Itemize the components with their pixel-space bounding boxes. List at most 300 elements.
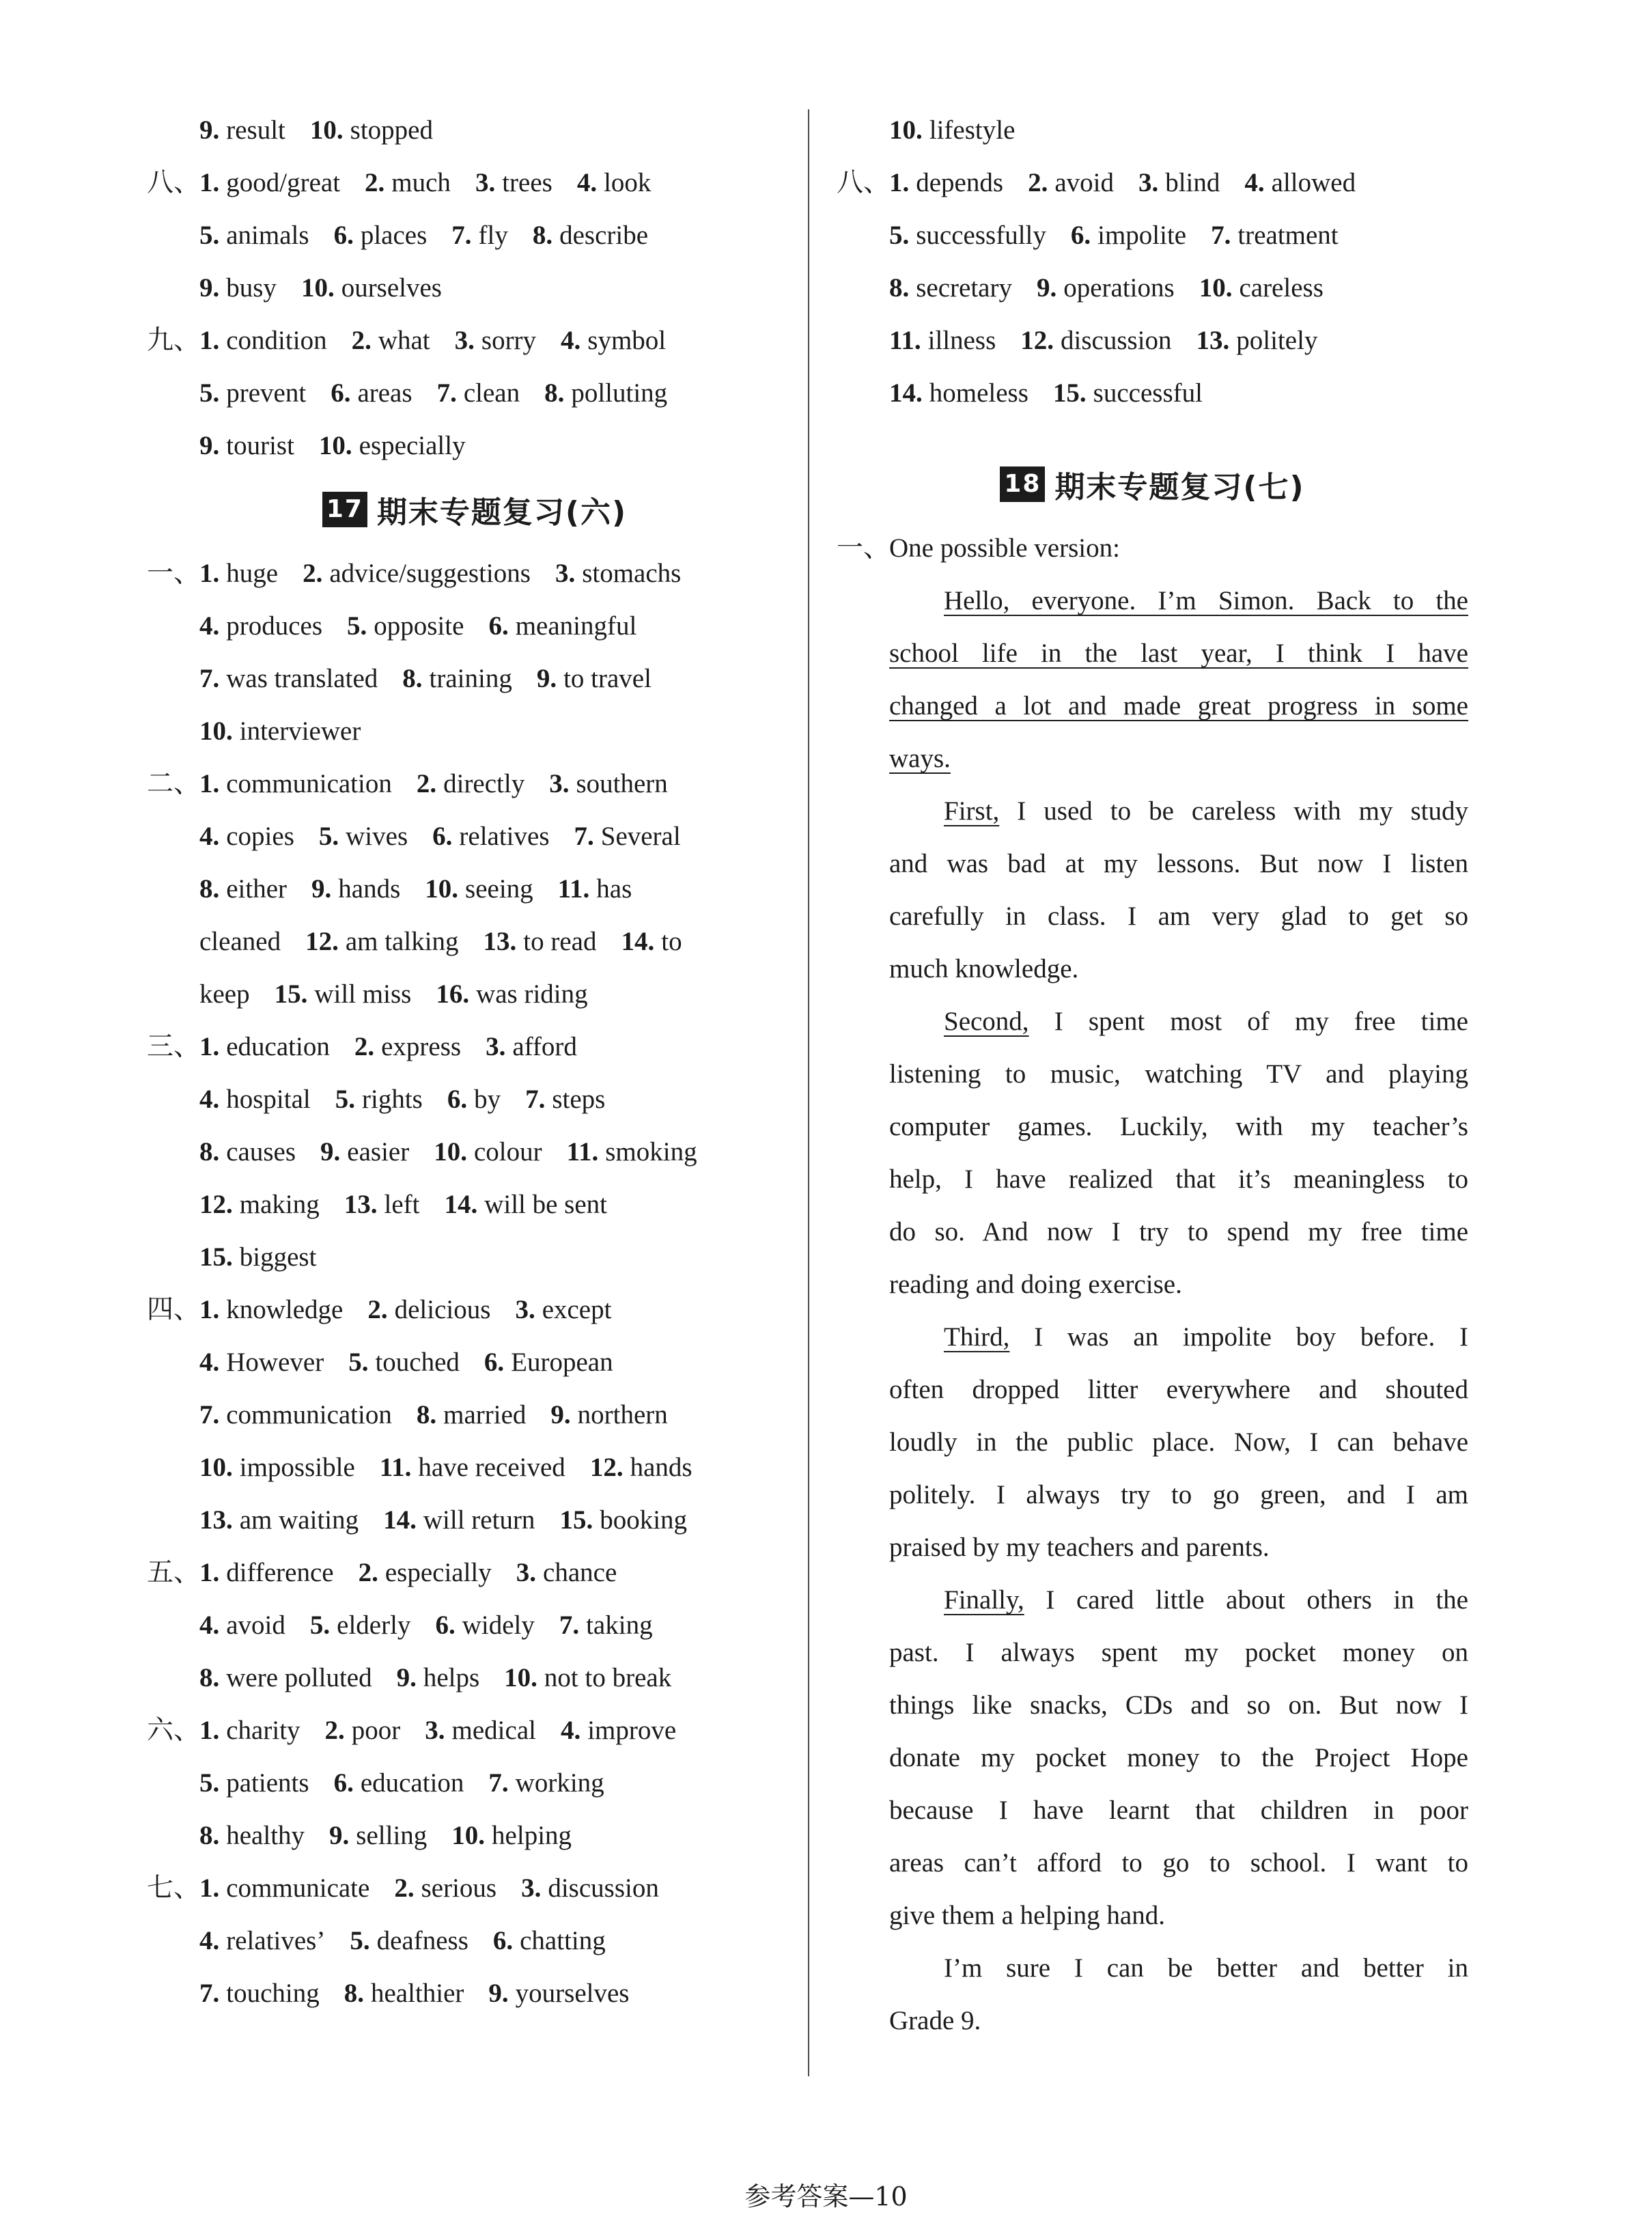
item-answer: discussion: [548, 1873, 659, 1903]
answer-item: [516, 1558, 617, 1587]
answer-item: [574, 822, 681, 851]
item-number: 2.: [1028, 168, 1048, 197]
essay-text: computer games. Luckily, with my teacher’s: [889, 1112, 1468, 1141]
item-answer: will be sent: [484, 1190, 608, 1219]
item-answer: stomachs: [582, 559, 682, 588]
heading-number-badge: 17: [322, 492, 367, 527]
item-number: 12.: [1020, 326, 1054, 355]
item-number: 7.: [199, 1400, 220, 1430]
item-answer: polluting: [571, 378, 668, 408]
section-heading-17: [147, 472, 802, 547]
right-answer-list-top: [837, 104, 1468, 419]
item-answer: clean: [463, 378, 520, 408]
answer-item: [301, 273, 442, 303]
item-number: 7.: [574, 822, 594, 851]
answer-item: [199, 1137, 296, 1167]
item-answer: poor: [351, 1716, 401, 1745]
item-answer: However: [226, 1348, 324, 1377]
item-number: 1.: [889, 168, 910, 197]
answer-item: [567, 1137, 697, 1167]
item-number: 10.: [300, 273, 335, 303]
item-answer: will return: [423, 1505, 535, 1535]
answer-item: [455, 326, 536, 355]
item-number: 10.: [1199, 273, 1233, 303]
item-number: 10.: [434, 1137, 467, 1167]
answer-item: [621, 927, 682, 956]
item-number: 4.: [576, 168, 598, 197]
essay-line: [889, 574, 1468, 627]
essay-line: [889, 1784, 1468, 1837]
item-answer: to travel: [563, 664, 652, 693]
item-number: 10.: [425, 874, 459, 904]
answer-item: [199, 927, 281, 956]
essay-line: [889, 1521, 1468, 1574]
item-number: 1.: [199, 1295, 220, 1324]
item-number: 3.: [475, 168, 496, 197]
essay-text: often dropped litter everywhere and shouted: [889, 1375, 1468, 1404]
item-number: 3.: [1138, 168, 1159, 197]
answer-item: [504, 1663, 671, 1692]
essay-text: politely. I always try to go green, and I am: [889, 1480, 1468, 1509]
item-answer: touching: [226, 1979, 320, 2008]
heading-title: 期末专题复习(七): [1054, 470, 1305, 505]
answer-item: [311, 874, 400, 904]
underlined-text: Hello, everyone. I’m Simon. Back to the: [944, 586, 1468, 615]
answer-item: [402, 664, 512, 693]
section-marker: 二、: [147, 769, 201, 798]
item-answer: tourist: [226, 431, 294, 460]
answer-item: [475, 168, 552, 197]
answer-item: [331, 378, 412, 408]
answer-item: [325, 1716, 401, 1745]
item-number: 5.: [199, 378, 220, 408]
item-answer: chatting: [520, 1926, 606, 1955]
item-number: 8.: [344, 1979, 364, 2008]
answer-item: [199, 273, 277, 303]
answer-item: [444, 1190, 607, 1219]
answer-item: [344, 1979, 464, 2008]
item-answer: successful: [1093, 378, 1203, 408]
answer-item: [348, 1348, 460, 1377]
answer-item: [590, 1453, 692, 1482]
item-answer: communication: [226, 769, 392, 798]
answer-item: [319, 822, 408, 851]
item-answer: ourselves: [341, 273, 442, 303]
essay-line: [889, 837, 1468, 890]
answer-item: [199, 1558, 334, 1587]
answer-item: [436, 979, 587, 1009]
essay-line: [889, 995, 1468, 1048]
answer-item: [199, 431, 294, 460]
essay-text: praised by my teachers and parents.: [889, 1533, 1270, 1562]
underlined-text: Second,: [944, 1007, 1029, 1036]
item-number: 8.: [416, 1400, 437, 1430]
item-answer: especially: [384, 1558, 492, 1587]
answer-item: [199, 1505, 359, 1535]
item-number: 6.: [484, 1348, 505, 1377]
item-number: 2.: [394, 1873, 415, 1903]
answer-line: [147, 915, 802, 968]
item-answer: meaningful: [515, 611, 637, 641]
item-number: 2.: [351, 326, 372, 355]
answer-line: [147, 652, 802, 705]
item-answer: interviewer: [239, 716, 361, 746]
page-footer: 参考答案—10: [744, 2181, 908, 2212]
item-number: 6.: [447, 1085, 468, 1114]
answer-item: [1020, 326, 1171, 355]
item-answer: lifestyle: [929, 115, 1016, 145]
item-number: 3.: [549, 769, 570, 798]
answer-item: [199, 716, 361, 746]
answer-item: [425, 874, 533, 904]
essay-line: [889, 1468, 1468, 1521]
item-number: 3.: [521, 1873, 542, 1903]
item-answer: knowledge: [226, 1295, 344, 1324]
item-number: 6.: [333, 221, 354, 250]
answer-line: [837, 262, 1468, 314]
item-number: 4.: [199, 1348, 220, 1377]
answer-item: [488, 1768, 604, 1798]
item-answer: serious: [421, 1873, 497, 1903]
item-answer: colour: [473, 1137, 542, 1167]
item-answer: especially: [359, 431, 466, 460]
answer-item: [199, 1663, 372, 1692]
item-answer: booking: [600, 1505, 688, 1535]
item-number: 4.: [199, 1085, 220, 1114]
answer-item: [347, 611, 464, 641]
section-marker: 八、: [147, 168, 201, 197]
item-answer: treatment: [1237, 221, 1339, 250]
answer-item: [437, 378, 520, 408]
item-answer: easier: [347, 1137, 410, 1167]
essay-text: I was an impolite boy before. I: [1009, 1322, 1468, 1352]
answer-line: [147, 1757, 802, 1809]
answer-item: [320, 1137, 409, 1167]
essay-line: [889, 943, 1468, 995]
answer-item: [365, 168, 451, 197]
underlined-text: First,: [944, 796, 1000, 826]
item-number: 10.: [309, 115, 344, 145]
answer-item: [561, 326, 666, 355]
answer-line: [147, 367, 802, 419]
answer-line: [147, 1494, 802, 1546]
item-number: 10.: [318, 431, 352, 460]
item-answer: copies: [226, 822, 294, 851]
essay-line: [889, 1731, 1468, 1784]
answer-item: [199, 378, 306, 408]
item-number: 3.: [486, 1032, 506, 1061]
underlined-text: Finally,: [944, 1585, 1024, 1615]
item-answer: areas: [357, 378, 412, 408]
item-number: 13.: [483, 927, 517, 956]
right-column: [837, 104, 1468, 2047]
section-heading-18: [837, 447, 1468, 522]
item-number: 7.: [199, 664, 220, 693]
essay-line: [889, 1153, 1468, 1205]
item-number: 9.: [320, 1137, 341, 1167]
answer-line: [147, 600, 802, 652]
item-number: 4.: [199, 1611, 220, 1640]
item-number: 4.: [561, 326, 581, 355]
item-number: 10.: [199, 716, 233, 746]
item-answer: sorry: [481, 326, 537, 355]
item-answer: directly: [443, 769, 525, 798]
essay-line: [889, 1100, 1468, 1153]
item-number: 15.: [559, 1505, 593, 1535]
item-answer: impolite: [1097, 221, 1187, 250]
answer-item: [199, 1348, 324, 1377]
item-number: 4.: [199, 1926, 220, 1955]
item-number: 7.: [525, 1085, 546, 1114]
answer-item: [1199, 273, 1324, 303]
essay-line: [889, 732, 1468, 785]
answer-line: [147, 547, 802, 600]
answer-item: [1037, 273, 1175, 303]
item-number: 2.: [416, 769, 437, 798]
item-answer: deafness: [376, 1926, 468, 1955]
essay-line: [889, 1574, 1468, 1626]
essay-line: [889, 1994, 1468, 2047]
item-number: 13.: [199, 1505, 233, 1535]
answer-item: [558, 874, 632, 904]
item-number: 9.: [311, 874, 332, 904]
answer-line: [837, 367, 1468, 419]
answer-item: [367, 1295, 490, 1324]
item-number: 2.: [358, 1558, 378, 1587]
item-answer: Several: [600, 822, 681, 851]
answer-item: [199, 664, 378, 693]
item-answer: politely: [1236, 326, 1318, 355]
item-answer: widely: [462, 1611, 535, 1640]
item-answer: biggest: [239, 1242, 317, 1272]
item-number: 4.: [560, 1716, 581, 1745]
answer-item: [889, 168, 1003, 197]
answer-item: [199, 1242, 316, 1272]
answer-item: [559, 1611, 653, 1640]
item-answer: prevent: [226, 378, 307, 408]
item-number: 6.: [1070, 221, 1091, 250]
item-answer: selling: [356, 1821, 428, 1850]
item-number: 14.: [444, 1190, 478, 1219]
essay-line: [889, 1679, 1468, 1731]
item-number: 2.: [365, 168, 385, 197]
item-answer: trees: [502, 168, 552, 197]
item-number: 15.: [1052, 378, 1087, 408]
item-answer: wives: [346, 822, 408, 851]
answer-item: [451, 221, 508, 250]
item-number: 3.: [516, 1558, 537, 1587]
item-number: 8.: [199, 1663, 220, 1692]
answer-item: [199, 769, 392, 798]
answer-item: [199, 221, 309, 250]
item-answer: depends: [916, 168, 1004, 197]
item-answer: healthy: [226, 1821, 305, 1850]
item-number: 8.: [402, 664, 423, 693]
item-number: 5.: [889, 221, 910, 250]
item-answer: relatives: [459, 822, 550, 851]
answer-item: [199, 1295, 343, 1324]
essay-line: [889, 785, 1468, 837]
item-answer: condition: [226, 326, 327, 355]
item-number: 8.: [199, 874, 220, 904]
answer-item: [521, 1873, 659, 1903]
answer-item: [484, 1348, 613, 1377]
item-answer: helping: [492, 1821, 572, 1850]
answer-item: [199, 1400, 392, 1430]
item-number: 9.: [199, 115, 220, 145]
section-marker: 一、: [147, 559, 201, 588]
item-number: 14.: [383, 1505, 417, 1535]
essay-text: I spent most of my free time: [1028, 1007, 1468, 1036]
item-answer: to read: [523, 927, 597, 956]
item-number: 10.: [451, 1821, 486, 1850]
essay-text: give them a helping hand.: [889, 1901, 1165, 1930]
essay-body: [837, 574, 1468, 2047]
essay-text: things like snacks, CDs and so on. But now I: [889, 1690, 1468, 1720]
answer-item: [199, 115, 285, 145]
essay-text: Grade 9.: [889, 2006, 981, 2035]
item-answer: improve: [587, 1716, 677, 1745]
item-answer: southern: [576, 769, 668, 798]
answer-line: [147, 1599, 802, 1651]
answer-item: [533, 221, 648, 250]
answer-item: [555, 559, 681, 588]
answer-line: [147, 1389, 802, 1441]
answer-item: [432, 822, 549, 851]
item-answer: successfully: [916, 221, 1046, 250]
item-answer: hands: [338, 874, 401, 904]
answer-item: [334, 221, 428, 250]
essay-line: [889, 1311, 1468, 1363]
item-answer: describe: [559, 221, 649, 250]
item-answer: look: [604, 168, 652, 197]
item-answer: produces: [226, 611, 323, 641]
answer-line: [147, 757, 802, 810]
item-number: 5.: [318, 822, 339, 851]
item-number: 9.: [550, 1400, 571, 1430]
item-number: 7.: [451, 221, 472, 250]
item-number: 12.: [199, 1190, 233, 1219]
item-answer: except: [542, 1295, 612, 1324]
heading-title: 期末专题复习(六): [376, 495, 628, 530]
item-number: 5.: [348, 1348, 369, 1377]
item-number: 3.: [425, 1716, 445, 1745]
answer-item: [199, 168, 340, 197]
item-number: 8.: [199, 1821, 220, 1850]
item-answer: will miss: [314, 979, 412, 1009]
item-number: 5.: [199, 1768, 220, 1798]
item-answer: stopped: [350, 115, 433, 145]
answer-item: [1138, 168, 1220, 197]
item-number: 9.: [396, 1663, 417, 1692]
item-number: 2.: [354, 1032, 375, 1061]
item-answer: opposite: [374, 611, 464, 641]
item-number: 5.: [309, 1611, 331, 1640]
answer-item: [319, 431, 466, 460]
item-answer: delicious: [394, 1295, 491, 1324]
item-answer: allowed: [1271, 168, 1356, 197]
item-number: 6.: [432, 822, 453, 851]
answer-item: [488, 611, 636, 641]
answer-item: [199, 1611, 285, 1640]
essay-line: [889, 1363, 1468, 1416]
item-number: 6.: [435, 1611, 456, 1640]
item-number: 3.: [454, 326, 475, 355]
essay-text: listening to music, watching TV and playing: [889, 1059, 1468, 1089]
item-number: 7.: [559, 1611, 580, 1640]
answer-line: [837, 314, 1468, 367]
answer-item: [383, 1505, 535, 1535]
item-number: 11.: [379, 1453, 412, 1482]
underlined-text: Third,: [944, 1322, 1010, 1352]
item-answer: not to break: [544, 1663, 672, 1692]
item-answer: avoid: [1054, 168, 1114, 197]
answer-line: [147, 968, 802, 1020]
answer-line: [147, 1651, 802, 1704]
item-number: 9.: [1036, 273, 1057, 303]
answer-item: [889, 273, 1012, 303]
essay-text: past. I always spent my pocket money on: [889, 1638, 1468, 1667]
answer-line: [147, 1704, 802, 1757]
answer-item: [199, 822, 294, 851]
item-answer: cleaned: [199, 927, 281, 956]
answer-item: [515, 1295, 611, 1324]
answer-item: [397, 1663, 480, 1692]
item-number: 4.: [199, 822, 220, 851]
item-number: 9.: [536, 664, 557, 693]
item-answer: touched: [375, 1348, 460, 1377]
answer-item: [199, 1873, 369, 1903]
answer-item: [303, 559, 531, 588]
item-answer: result: [226, 115, 285, 145]
answer-item: [199, 979, 250, 1009]
answer-line: [147, 209, 802, 262]
essay-line: [889, 1416, 1468, 1468]
answer-item: [550, 1400, 667, 1430]
item-answer: illness: [927, 326, 996, 355]
item-number: 13.: [1196, 326, 1230, 355]
answer-item: [394, 1873, 496, 1903]
answer-item: [493, 1926, 606, 1955]
item-number: 5.: [347, 611, 367, 641]
answer-item: [199, 1190, 320, 1219]
answer-line: [147, 1336, 802, 1389]
answer-item: [199, 611, 322, 641]
answer-item: [425, 1716, 536, 1745]
answer-item: [525, 1085, 605, 1114]
underlined-text: ways.: [889, 744, 951, 773]
essay-text: loudly in the public place. Now, I can behave: [889, 1427, 1468, 1457]
answer-item: [310, 1611, 411, 1640]
item-number: 10.: [199, 1453, 233, 1482]
answer-line: [147, 705, 802, 757]
answer-line: [147, 1020, 802, 1073]
answer-item: [544, 378, 667, 408]
item-number: 1.: [199, 769, 220, 798]
answer-item: [199, 1768, 309, 1798]
item-answer: communication: [226, 1400, 392, 1430]
answer-item: [577, 168, 652, 197]
item-answer: careless: [1239, 273, 1324, 303]
essay-line: [889, 1942, 1468, 1994]
item-answer: secretary: [916, 273, 1012, 303]
left-answer-list: [147, 547, 802, 2020]
item-number: 8.: [532, 221, 553, 250]
item-answer: impossible: [239, 1453, 355, 1482]
item-answer: am waiting: [239, 1505, 359, 1535]
essay-line: [889, 680, 1468, 732]
item-answer: married: [443, 1400, 527, 1430]
